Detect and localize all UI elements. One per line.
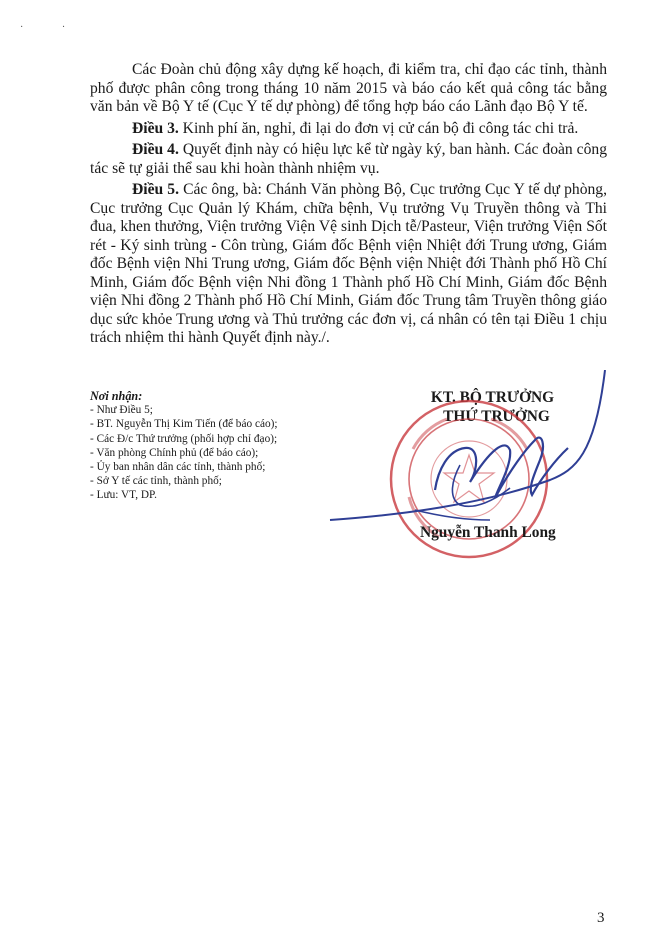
signature-authority: KT. BỘ TRƯỞNG (430, 389, 555, 406)
article-5-label: Điều 5. (132, 181, 179, 198)
paragraph-delegations: Các Đoàn chủ động xây dựng kế hoạch, đi kiểm tra, chỉ đạo các tỉnh, thành phố được phân công trong tháng 10 năm 2015 và báo cáo kết quả công tác bằng văn bản về Bộ Y tế (Cục Y tế dự phòng) để tổng hợp báo cáo Lãnh đạo Bộ Y tế. (90, 61, 607, 115)
article-4 (90, 141, 607, 178)
recipient-item: - Văn phòng Chính phủ (để báo cáo); (90, 446, 259, 459)
scan-specks: · · (20, 22, 84, 33)
page-number: 3 (597, 910, 605, 926)
article-3-text: Kinh phí ăn, nghỉ, đi lại do đơn vị cử cán bộ đi công tác chi trả. (178, 119, 579, 137)
article-5 (90, 181, 607, 348)
recipient-item: - Như Điều 5; (90, 404, 153, 417)
recipient-item: - BT. Nguyễn Thị Kim Tiến (để báo cáo); (90, 418, 278, 431)
recipient-item: - Các Đ/c Thứ trưởng (phối hợp chỉ đạo); (90, 432, 278, 445)
decision-body (90, 61, 607, 351)
article-5-text: Các ông, bà: Chánh Văn phòng Bộ, Cục trưởng Cục Y tế dự phòng, Cục trưởng Cục Quản lý Khám, chữa bệnh, Vụ trưởng Vụ Truyền thông và Thi đua, khen thưởng, Viện trưởng Viện Vệ sinh Dịch tễ/Pasteur, Viện trưởng Viện Sốt rét - Ký sinh trùng - Côn trùng, Giám đốc Bệnh viện Nhiệt đới Trung ương, Giám đốc Bệnh viện Nhi Trung ương, Giám đốc Bệnh viện Nhiệt đới Thành phố Hồ Chí Minh, Giám đốc Bệnh viện Nhi đồng 1 Thành phố Hồ Chí Minh, Giám đốc Bệnh viện Nhi đồng 2 Thành phố Hồ Chí Minh, Giám đốc Trung tâm Truyền thông giáo dục sức khỏe Trung ương và Thủ trưởng các đơn vị, cá nhân có tên tại Điều 1 chịu trách nhiệm thi hành Quyết định này./. (90, 181, 607, 346)
recipients-title: Nơi nhận: (90, 389, 143, 403)
recipient-item: - Lưu: VT, DP. (90, 489, 157, 502)
recipient-item: - Sở Y tế các tỉnh, thành phố; (90, 475, 222, 488)
recipients-list (90, 403, 350, 502)
signature-title-block (395, 388, 590, 426)
signer-name: Nguyễn Thanh Long (420, 524, 556, 541)
signature-position: THỨ TRƯỞNG (443, 408, 550, 425)
article-3 (90, 120, 607, 139)
article-4-text: Quyết định này có hiệu lực kể từ ngày ký, ban hành. Các đoàn công tác sẽ tự giải thể sau khi hoàn thành nhiệm vụ. (90, 141, 607, 177)
article-3-label: Điều 3. (132, 119, 179, 137)
article-4-label: Điều 4. (132, 141, 179, 158)
recipients-block (90, 389, 350, 503)
recipient-item: - Ủy ban nhân dân các tỉnh, thành phố; (90, 461, 266, 474)
